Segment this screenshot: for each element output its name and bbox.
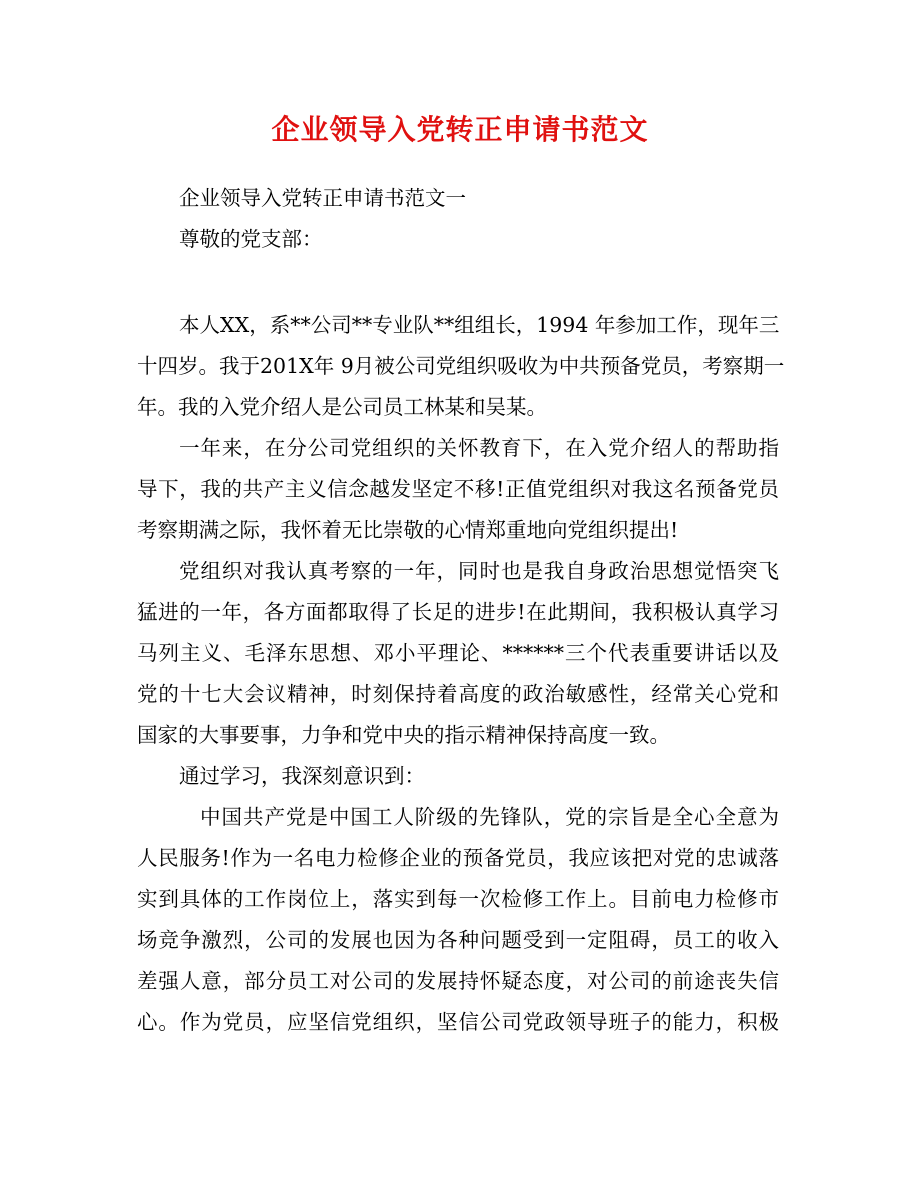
blank-line (137, 260, 779, 305)
document-title: 企业领导入党转正申请书范文 (271, 113, 649, 146)
paragraph-line: 场竞争激烈，公司的发展也因为各种问题受到一定阻碍，员工的收入 (137, 928, 779, 952)
paragraph-line: 本人XX，系**公司**专业队**组组长，1994 年参加工作，现年三 (179, 313, 780, 337)
paragraph-line: 心。作为党员，应坚信党组织，坚信公司党政领导班子的能力，积极 (137, 1010, 779, 1034)
paragraph-line: 国家的大事要事，力争和党中央的指示精神保持高度一致。 (137, 723, 670, 747)
paragraph-line: 十四岁。我于201X年 9月被公司党组织吸收为中共预备党员，考察期一 (137, 354, 785, 378)
paragraph-line: 年。我的入党介绍人是公司员工林某和吴某。 (137, 395, 547, 419)
document-body (137, 178, 785, 1043)
paragraph (137, 551, 779, 756)
paragraph-line: 党的十七大会议精神，时刻保持着高度的政治敏感性，经常关心党和 (137, 682, 779, 706)
paragraph-line: 一年来，在分公司党组织的关怀教育下，在入党介绍人的帮助指 (179, 436, 779, 460)
paragraph-line: 导下，我的共产主义信念越发坚定不移!正值党组织对我这名预备党员 (137, 477, 779, 501)
paragraph (137, 428, 779, 551)
paragraph-line: 通过学习，我深刻意识到： (179, 764, 425, 788)
paragraph (137, 305, 785, 428)
paragraph-line: 考察期满之际，我怀着无比崇敬的心情郑重地向党组织提出! (137, 518, 679, 542)
subtitle: 企业领导入党转正申请书范文一 (179, 186, 466, 210)
paragraph-line: 中国共产党是中国工人阶级的先锋队，党的宗旨是全心全意为 (200, 805, 779, 829)
paragraph-line: 差强人意，部分员工对公司的发展持怀疑态度，对公司的前途丧失信 (137, 969, 779, 993)
paragraph-line: 马列主义、毛泽东思想、邓小平理论、******三个代表重要讲话以及 (137, 641, 779, 665)
paragraph (137, 797, 779, 1043)
paragraph-line: 猛进的一年，各方面都取得了长足的进步!在此期间，我积极认真学习 (137, 600, 779, 624)
paragraph-line: 实到具体的工作岗位上，落实到每一次检修工作上。目前电力检修市 (137, 887, 779, 911)
paragraph (137, 756, 779, 797)
paragraph-line: 党组织对我认真考察的一年，同时也是我自身政治思想觉悟突飞 (179, 559, 779, 583)
paragraph-line: 人民服务!作为一名电力检修企业的预备党员，我应该把对党的忠诚落 (137, 846, 779, 870)
salutation: 尊敬的党支部： (179, 227, 323, 251)
